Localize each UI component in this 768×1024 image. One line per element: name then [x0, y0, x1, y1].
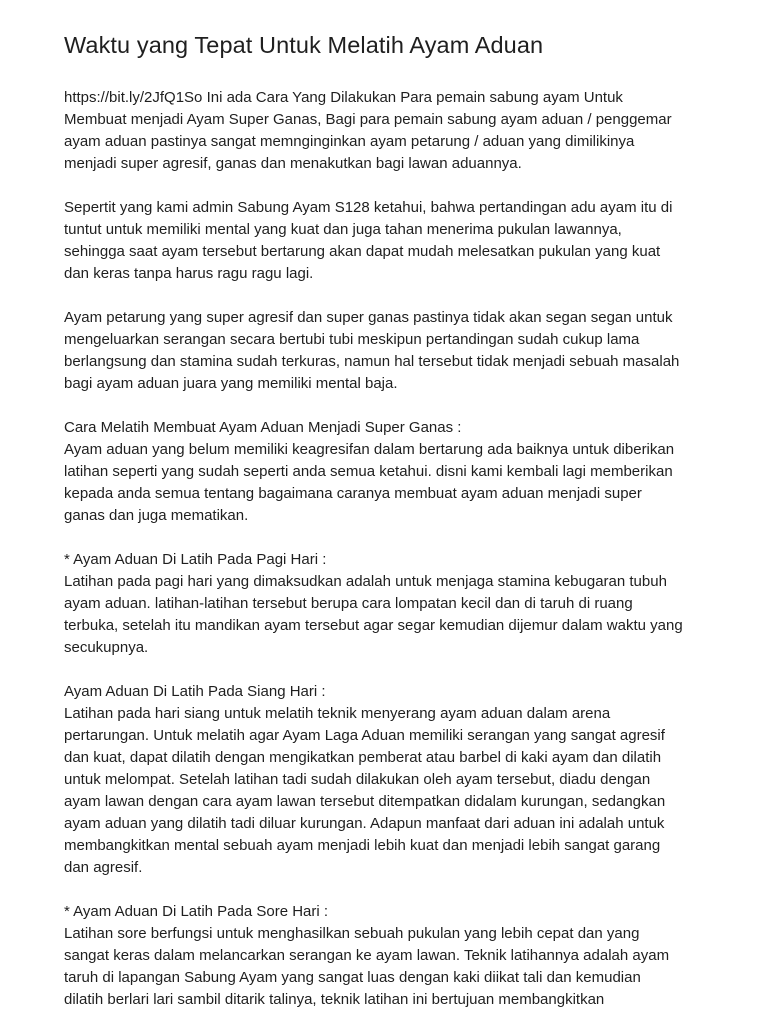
text-line: kepada anda semua tentang bagaimana caranya membuat ayam aduan menjadi super [64, 485, 642, 502]
text-line: * Ayam Aduan Di Latih Pada Sore Hari : [64, 903, 329, 920]
text-line: dilatih berlari lari sambil ditarik talinya, teknik latihan ini bertujuan membangkitkan [64, 991, 605, 1008]
text-line: membangkitkan mental sebuah ayam menjadi lebih kuat dan menjadi lebih sangat garang [64, 837, 661, 854]
text-line: menjadi super agresif, ganas dan menakutkan bagi lawan aduannya. [64, 155, 522, 172]
text-line: Sepertit yang kami admin Sabung Ayam S128 ketahui, bahwa pertandingan adu ayam itu di [64, 199, 673, 216]
text-line: pertarungan. Untuk melatih agar Ayam Laga Aduan memiliki serangan yang sangat agresif [64, 727, 665, 744]
text-line: Membuat menjadi Ayam Super Ganas, Bagi para pemain sabung ayam aduan / penggemar [64, 111, 672, 128]
text-line: berlangsung dan stamina sudah terkuras, namun hal tersebut tidak menjadi sebuah masalah [64, 353, 680, 370]
text-line: ganas dan juga mematikan. [64, 507, 249, 524]
text-line: Ayam aduan yang belum memiliki keagresifan dalam bertarung ada baiknya untuk diberikan [64, 441, 675, 458]
text-line: Ayam Aduan Di Latih Pada Siang Hari : [64, 683, 326, 700]
text-line: bagi ayam aduan juara yang memiliki mental baja. [64, 375, 398, 392]
text-line: terbuka, setelah itu mandikan ayam tersebut agar segar kemudian dijemur dalam waktu yang [64, 617, 683, 634]
text-line: ayam aduan. latihan-latihan tersebut berupa cara lompatan kecil dan di taruh di ruang [64, 595, 633, 612]
paragraph [64, 549, 728, 659]
text-line: sehingga saat ayam tersebut bertarung akan dapat mudah melesatkan pukulan yang kuat [64, 243, 661, 260]
document-body [64, 87, 728, 1011]
text-line: Latihan sore berfungsi untuk menghasilkan sebuah pukulan yang lebih cepat dan yang [64, 925, 640, 942]
paragraph [64, 307, 728, 395]
paragraph [64, 901, 728, 1011]
paragraph [64, 417, 728, 527]
text-line: Latihan pada pagi hari yang dimaksudkan adalah untuk menjaga stamina kebugaran tubuh [64, 573, 667, 590]
text-line: ayam aduan yang dilatih tadi diluar kurungan. Adapun manfaat dari aduan ini adalah untuk [64, 815, 665, 832]
text-line: https://bit.ly/2JfQ1So Ini ada Cara Yang Dilakukan Para pemain sabung ayam Untuk [64, 89, 623, 106]
text-line: dan agresif. [64, 859, 143, 876]
paragraph [64, 197, 728, 285]
document-title: Waktu yang Tepat Untuk Melatih Ayam Aduan [64, 32, 544, 58]
text-line: mengeluarkan serangan secara bertubi tubi meskipun pertandingan sudah cukup lama [64, 331, 640, 348]
paragraph [64, 681, 728, 879]
text-line: sangat keras dalam melancarkan serangan ke ayam lawan. Teknik latihannya adalah ayam [64, 947, 670, 964]
text-line: Ayam petarung yang super agresif dan super ganas pastinya tidak akan segan segan untuk [64, 309, 673, 326]
text-line: Cara Melatih Membuat Ayam Aduan Menjadi Super Ganas : [64, 419, 462, 436]
text-line: Latihan pada hari siang untuk melatih teknik menyerang ayam aduan dalam arena [64, 705, 611, 722]
text-line: dan keras tanpa harus ragu ragu lagi. [64, 265, 314, 282]
text-line: dan kuat, dapat dilatih dengan mengikatkan pemberat atau barbel di kaki ayam dan dilatih [64, 749, 662, 766]
text-line: tuntut untuk memiliki mental yang kuat dan juga tahan menerima pukulan lawannya, [64, 221, 622, 238]
text-line: * Ayam Aduan Di Latih Pada Pagi Hari : [64, 551, 327, 568]
paragraph [64, 87, 728, 175]
text-line: untuk melompat. Setelah latihan tadi sudah dilakukan oleh ayam tersebut, diadu dengan [64, 771, 651, 788]
text-line: latihan seperti yang sudah seperti anda semua ketahui. disni kami kembali lagi memberikan [64, 463, 673, 480]
text-line: taruh di lapangan Sabung Ayam yang sangat luas dengan kaki diikat tali dan kemudian [64, 969, 641, 986]
text-line: secukupnya. [64, 639, 149, 656]
text-line: ayam lawan dengan cara ayam lawan tersebut ditempatkan didalam kurungan, sedangkan [64, 793, 666, 810]
text-line: ayam aduan pastinya sangat memnginginkan ayam petarung / aduan yang dimilikinya [64, 133, 635, 150]
